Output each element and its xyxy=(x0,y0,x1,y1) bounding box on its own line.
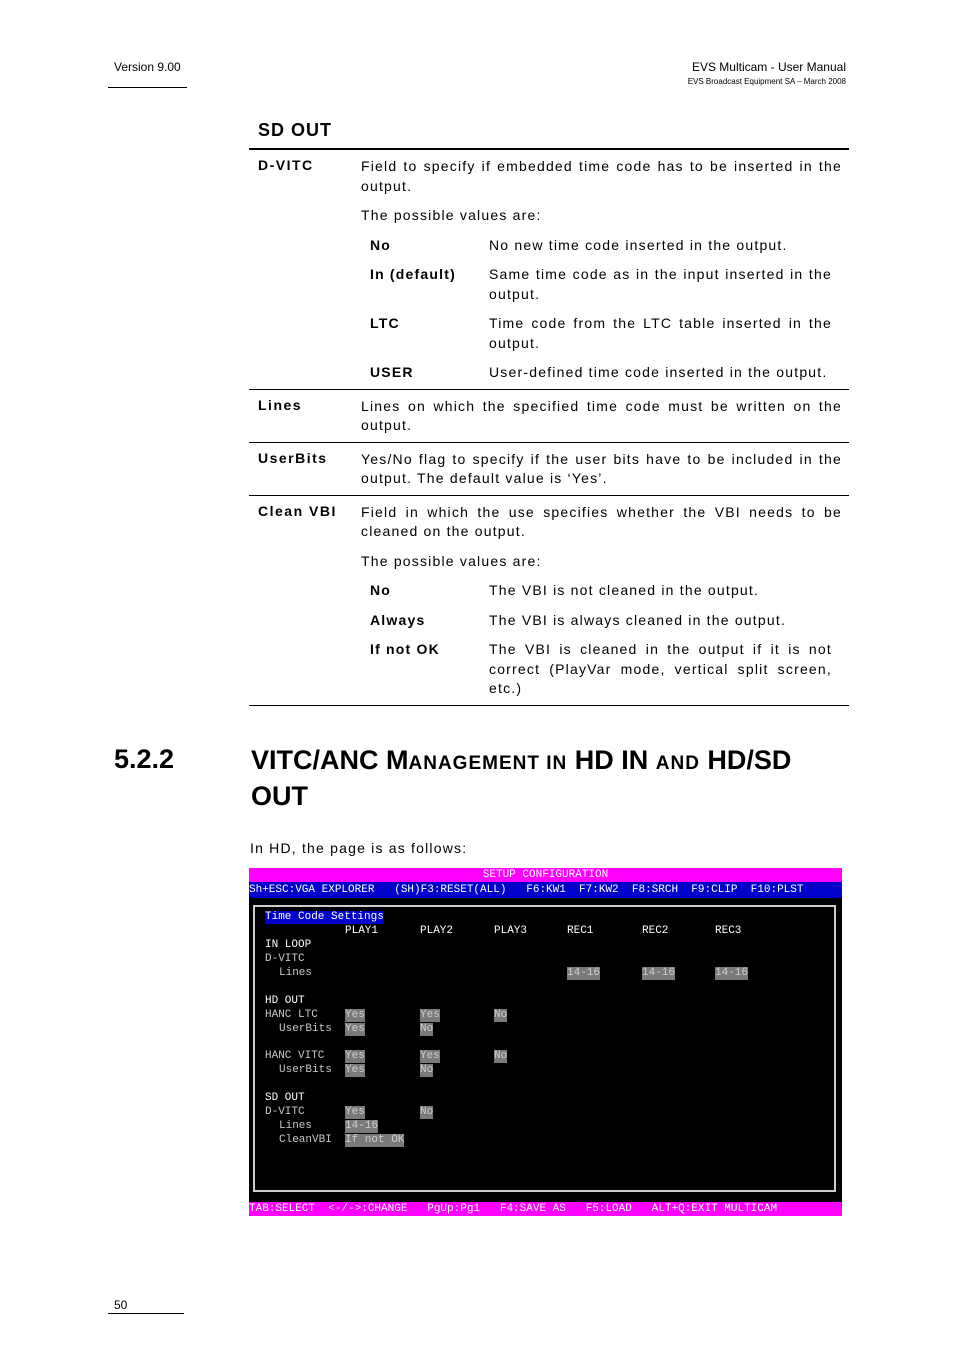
col-play3: PLAY3 xyxy=(494,925,528,937)
value-key: In (default) xyxy=(370,266,456,282)
page-number: 50 xyxy=(114,1298,128,1312)
list-item xyxy=(361,581,842,601)
company-date: EVS Broadcast Equipment SA – March 2008 xyxy=(687,77,846,86)
table-row xyxy=(249,390,849,443)
table-row xyxy=(249,443,849,496)
sd-out-title: SD OUT xyxy=(258,120,333,140)
value-desc: User-defined time code inserted in the output. xyxy=(489,364,828,380)
screen-footer: TAB:SELECT <-/->:CHANGE PgUp:Pg1 F4:SAVE AS F5:LOAD ALT+Q:EXIT MULTICAM xyxy=(249,1202,842,1216)
screen-frame xyxy=(253,905,836,1192)
value-desc: Same time code as in the input inserted in the output. xyxy=(489,266,832,302)
section-heading xyxy=(251,744,851,813)
heading-part: HD IN xyxy=(567,745,656,775)
section-number: 5.2.2 xyxy=(114,744,175,774)
table-row xyxy=(249,496,849,705)
manual-title: EVS Multicam - User Manual xyxy=(691,60,846,74)
term: Lines xyxy=(258,396,303,413)
header-divider xyxy=(108,87,187,88)
heading-part: HD/SD xyxy=(699,745,792,775)
description xyxy=(361,503,849,699)
value-key: Always xyxy=(370,611,426,628)
value-key: LTC xyxy=(370,315,400,331)
lines-rec2[interactable]: 14-16 xyxy=(642,967,676,979)
intro-text: In HD, the page is as follows: xyxy=(250,840,468,856)
col-rec3: REC3 xyxy=(715,925,742,937)
values-intro: The possible values are: xyxy=(361,207,542,223)
description xyxy=(361,397,849,436)
list-item xyxy=(361,314,842,353)
heading-part: VITC/ANC M xyxy=(251,745,409,775)
value-key: USER xyxy=(370,364,414,380)
hanc-vitc-label: HANC VITC xyxy=(265,1050,325,1062)
col-rec1: REC1 xyxy=(567,925,594,937)
description xyxy=(361,157,849,383)
table-row xyxy=(249,150,849,390)
value-desc: Time code from the LTC table inserted in the output. xyxy=(489,315,832,351)
sd-dvitc-label: D-VITC xyxy=(265,1106,305,1118)
col-play1: PLAY1 xyxy=(345,925,379,937)
lines-rec3[interactable]: 14-16 xyxy=(715,967,749,979)
value-desc: The VBI is always cleaned in the output. xyxy=(489,611,787,628)
col-rec2: REC2 xyxy=(642,925,669,937)
sd-dvitc-play2[interactable]: No xyxy=(420,1106,434,1118)
desc-text: Field in which the use specifies whether the VBI needs to be cleaned on the output. xyxy=(361,503,842,539)
userbits-label: UserBits xyxy=(279,1023,332,1035)
userbits-vitc-play1[interactable]: Yes xyxy=(345,1064,365,1076)
term: D-VITC xyxy=(258,157,314,173)
list-item xyxy=(361,265,842,304)
desc-text: Field to specify if embedded time code has to be inserted in the output. xyxy=(361,158,842,194)
desc-text: Yes/No flag to specify if the user bits have to be included in the output. The default value is ‘Yes’. xyxy=(361,450,842,486)
list-item xyxy=(361,363,842,383)
sd-out-label: SD OUT xyxy=(265,1092,305,1104)
value-key: If not OK xyxy=(370,641,440,657)
description xyxy=(361,450,849,489)
sd-out-table xyxy=(249,148,849,706)
heading-part: AND xyxy=(655,753,700,774)
in-loop-label: IN LOOP xyxy=(265,939,312,951)
hanc-ltc-play2[interactable]: Yes xyxy=(420,1009,440,1021)
heading-part: OUT xyxy=(251,781,308,811)
lines-label: Lines xyxy=(279,967,313,979)
hanc-vitc-play2[interactable]: Yes xyxy=(420,1050,440,1062)
value-key: No xyxy=(370,582,392,598)
term: UserBits xyxy=(258,449,328,466)
value-key: No xyxy=(370,236,392,253)
desc-text: Lines on which the specified time code must be written on the output. xyxy=(361,397,842,433)
values-intro: The possible values are: xyxy=(361,552,542,569)
term: Clean VBI xyxy=(258,502,337,519)
values-list xyxy=(361,581,842,699)
hanc-vitc-play3[interactable]: No xyxy=(494,1050,508,1062)
userbits-label: UserBits xyxy=(279,1064,332,1076)
heading-part: ANAGEMENT IN xyxy=(408,753,568,774)
values-list xyxy=(361,236,842,383)
hanc-vitc-play1[interactable]: Yes xyxy=(345,1050,365,1062)
sd-lines-label: Lines xyxy=(279,1120,313,1132)
userbits-ltc-play2[interactable]: No xyxy=(420,1023,434,1035)
list-item xyxy=(361,611,842,631)
screen-title: SETUP CONFIGURATION xyxy=(249,868,842,882)
cleanvbi-play1[interactable]: If not OK xyxy=(345,1134,405,1146)
list-item xyxy=(361,236,842,256)
userbits-vitc-play2[interactable]: No xyxy=(420,1064,434,1076)
screen-menu: Sh+ESC:VGA EXPLORER (SH)F3:RESET(ALL) F6:KW1 F7:KW2 F8:SRCH F9:CLIP F10:PLST xyxy=(249,882,842,898)
hd-out-label: HD OUT xyxy=(265,995,305,1007)
footer-divider xyxy=(108,1313,184,1314)
list-item xyxy=(361,640,842,699)
sd-dvitc-play1[interactable]: Yes xyxy=(345,1106,365,1118)
hanc-ltc-play3[interactable]: No xyxy=(494,1009,508,1021)
header-right xyxy=(688,60,846,86)
col-play2: PLAY2 xyxy=(420,925,454,937)
section-label: Time Code Settings xyxy=(265,911,384,923)
header-version: Version 9.00 xyxy=(114,60,181,74)
hanc-ltc-play1[interactable]: Yes xyxy=(345,1009,365,1021)
value-desc: The VBI is not cleaned in the output. xyxy=(489,582,760,598)
userbits-ltc-play1[interactable]: Yes xyxy=(345,1023,365,1035)
lines-rec1[interactable]: 14-16 xyxy=(567,967,601,979)
cleanvbi-label: CleanVBI xyxy=(279,1134,332,1146)
sd-lines-play1[interactable]: 14-16 xyxy=(345,1120,379,1132)
hanc-ltc-label: HANC LTC xyxy=(265,1009,318,1021)
value-desc: The VBI is cleaned in the output if it is not correct (PlayVar mode, vertical split screen, etc.) xyxy=(489,641,832,696)
setup-screen xyxy=(249,868,842,1216)
d-vitc-label: D-VITC xyxy=(265,953,305,965)
value-desc: No new time code inserted in the output. xyxy=(489,236,788,253)
